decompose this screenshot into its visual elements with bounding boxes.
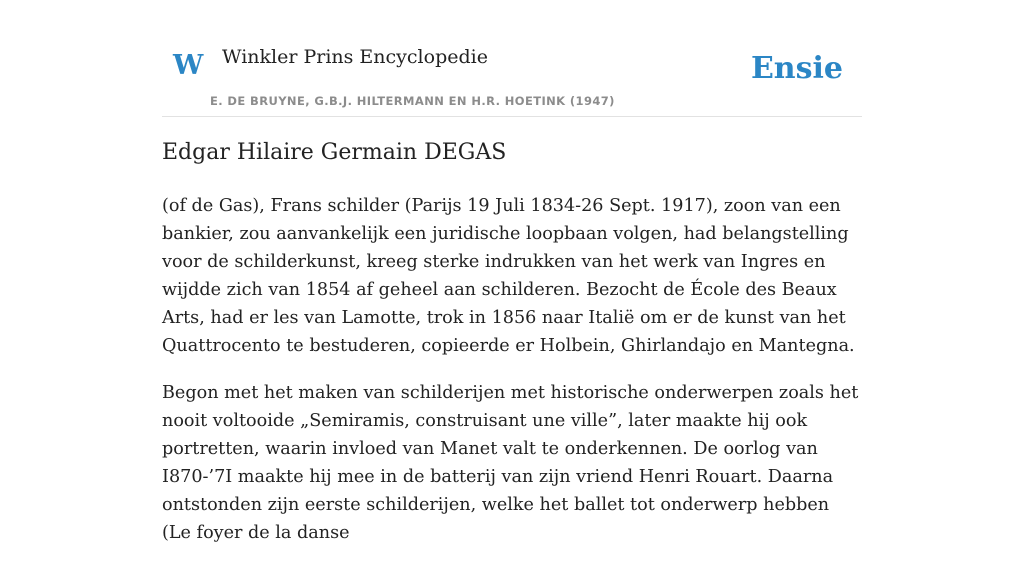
authors-line: E. DE BRUYNE, G.B.J. HILTERMANN EN H.R. HOETINK (1947) [210,94,615,108]
ensie-logo[interactable]: Ensie [750,51,843,86]
article-body [162,192,862,566]
encyclopedia-title[interactable]: Winkler Prins Encyclopedie [222,46,488,68]
article-title: Edgar Hilaire Germain DEGAS [162,140,507,165]
site-header [162,40,862,117]
winkler-prins-logo[interactable]: W [173,50,204,81]
article-paragraph-1: (of de Gas), Frans schilder (Parijs 19 Juli 1834-26 Sept. 1917), zoon van een bankier, zou aanvankelijk een juridische loopbaan volgen, had belangstelling voor de schilderkunst, kreeg sterke indrukken van het werk van Ingres en wijdde zich van 1854 af geheel aan schilderen. Bezocht de École des Beaux Arts, had er les van Lamotte, trok in 1856 naar Italië om er de kunst van het Quattrocento te bestuderen, copieerde er Holbein, Ghirlandajo en Mantegna. [162,196,855,356]
article-paragraph-2: Begon met het maken van schilderijen met historische onderwerpen zoals het nooit voltooide „Semiramis, construisant une ville”, later maakte hij ook portretten, waarin invloed van Manet valt te onderkennen. De oorlog van I870-’7I maakte hij mee in de batterij van zijn vriend Henri Rouart. Daarna ontstonden zijn eerste schilderijen, welke het ballet tot onderwerp hebben (Le foyer de la danse [162,383,859,543]
